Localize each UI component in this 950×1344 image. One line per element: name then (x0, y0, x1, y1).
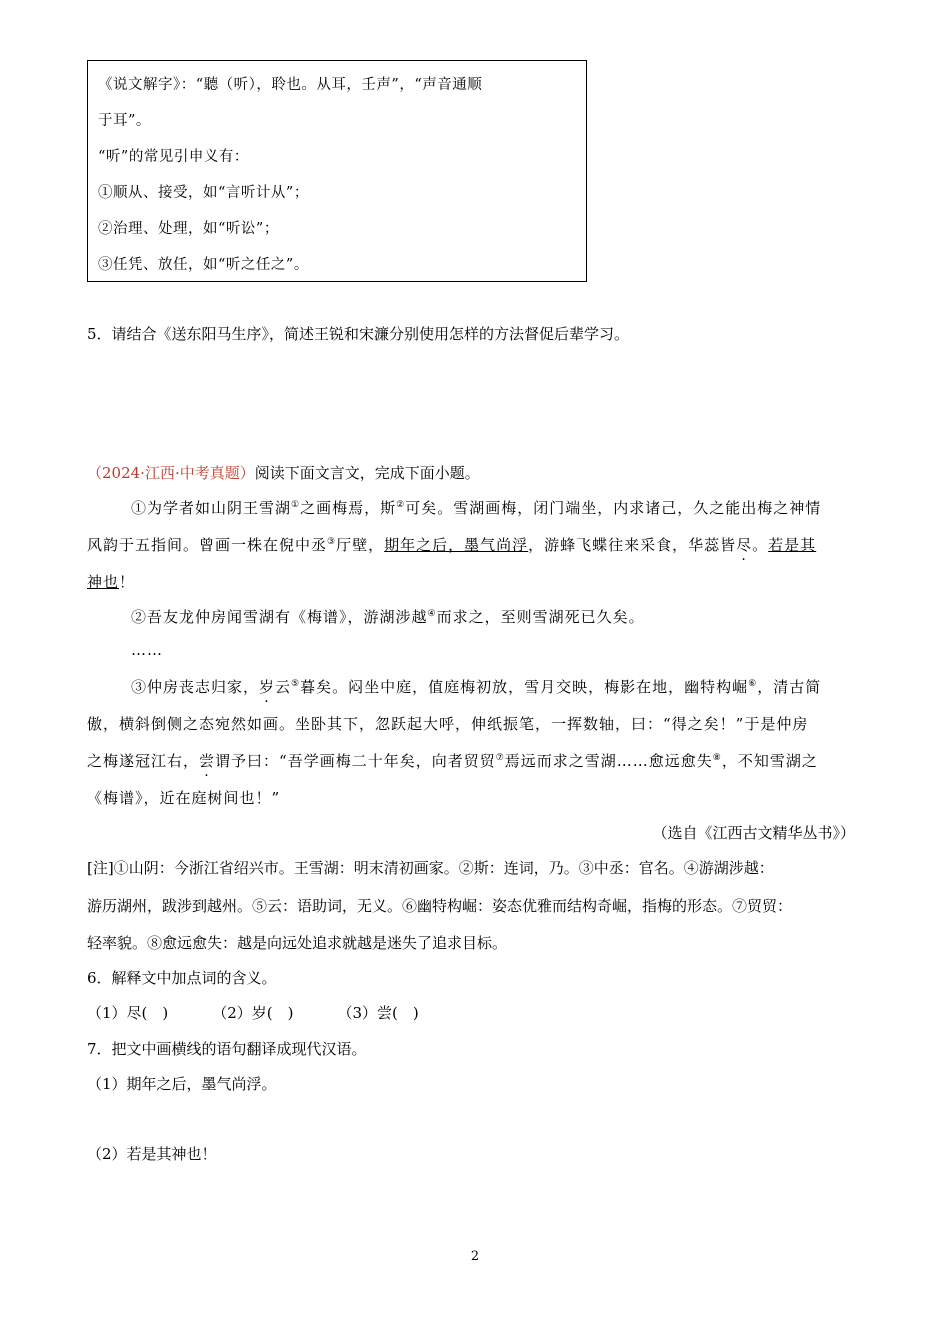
box-line: ②治理、处理，如“听讼”； (98, 221, 279, 237)
text: ②吾友龙仲房闻雪湖有《梅谱》，游湖涉越 (131, 608, 428, 626)
notes-line1: [注]①山阴：今浙江省绍兴市。王雪湖：明末清初画家。②斯：连词，乃。③中丞：官名。④游湖涉越： (87, 859, 774, 877)
dotted-word-sui: 岁 (259, 678, 276, 696)
q6-item-3: （3）尝( ) (337, 1004, 419, 1022)
underlined-sentence-1: 期年之后，墨气尚浮 (384, 536, 529, 554)
note-ref: ⑧ (712, 753, 722, 763)
dotted-word-chang: 尝 (199, 752, 216, 770)
text: ①为学者如山阴王雪湖 (131, 499, 292, 517)
passage-p3-line1 (131, 676, 906, 697)
text: 焉远而求之雪湖……愈远愈失 (504, 752, 713, 770)
note-ref: ④ (427, 609, 437, 619)
note-ref: ⑦ (495, 753, 505, 763)
section-header (87, 462, 480, 483)
passage-p1-line1 (131, 497, 906, 518)
text: 厅壁， (336, 536, 385, 554)
text: 云 (275, 678, 292, 696)
text: 风韵于五指间。曾画一株在倪中丞 (87, 536, 328, 554)
note-ref: ② (396, 500, 406, 510)
page-number: 2 (470, 1249, 480, 1264)
q6-item-1: （1）尽( ) (87, 1004, 169, 1022)
passage-p3-line4: 《梅谱》，近在庭树间也！” (87, 789, 281, 807)
passage-p2 (131, 606, 906, 627)
box-line: 于耳”。 (98, 113, 151, 129)
ellipsis: …… (131, 641, 163, 659)
text: 暮矣。闷坐中庭，值庭梅初放，雪月交映，梅影在地，幽特构崛 (300, 678, 749, 696)
question-6-title: 6．解释文中加点词的含义。 (87, 969, 277, 987)
box-line: “听”的常见引申义有： (98, 149, 249, 165)
instruction: 阅读下面文言文，完成下面小题。 (254, 464, 480, 482)
notes-line3: 轻率貌。⑧愈远愈失：越是向远处追求就越是迷失了追求目标。 (87, 934, 508, 952)
note-ref: ⑥ (748, 679, 758, 689)
passage-p1-line3 (87, 571, 862, 592)
quote-box (87, 60, 587, 282)
question-7-item-2: （2）若是其神也！ (87, 1145, 217, 1163)
passage-p3-line2: 傲，横斜倒侧之态宛然如画。坐卧其下，忽跃起大呼，伸纸振笔，一挥数轴，曰：“得之矣！”于是仲房 (87, 715, 809, 733)
text: 而求之，至则雪湖死已久矣。 (436, 608, 645, 626)
text: ！ (119, 573, 136, 591)
dotted-word-jin: 尽 (736, 536, 753, 554)
question-5: 5．请结合《送东阳马生序》，简述王锐和宋濂分别使用怎样的方法督促后辈学习。 (87, 325, 630, 343)
notes-line2: 游历湖州，跋涉到越州。⑤云：语助词，无义。⑥幽特构崛：姿态优雅而结构奇崛，指梅的形态。⑦贸贸： (87, 897, 793, 915)
passage-p1-line2 (87, 534, 862, 555)
box-line: ①顺从、接受，如“言听计从”； (98, 185, 309, 201)
underlined-sentence-2a: 若是其 (768, 536, 817, 554)
text: ，清古简 (757, 678, 822, 696)
note-ref: ⑤ (291, 679, 301, 689)
question-7-item-1: （1）期年之后，墨气尚浮。 (87, 1075, 277, 1093)
note-ref: ③ (327, 537, 337, 547)
box-line: ③任凭、放任，如“听之任之”。 (98, 257, 309, 273)
source-tag: （2024·江西·中考真题） (87, 464, 255, 482)
note-ref: ① (291, 500, 301, 510)
passage-source: （选自《江西古文精华丛书》） (652, 824, 855, 842)
text: ，不知雪湖之 (721, 752, 818, 770)
question-6-items (87, 1002, 419, 1023)
underlined-sentence-2b: 神也 (87, 573, 120, 591)
text: 谓予曰：“吾学画梅二十年矣，向者贸贸 (215, 752, 496, 770)
text: 可矣。雪湖画梅，闭门端坐，内求诸己，久之能出梅之神情 (405, 499, 822, 517)
text: ，游蜂飞蝶往来采食，华蕊皆 (528, 536, 737, 554)
text: 。 (752, 536, 769, 554)
text: 之梅遂冠江右， (87, 752, 200, 770)
q6-item-2: （2）岁( ) (212, 1004, 294, 1022)
text: ③仲房丧志归家， (131, 678, 260, 696)
text: 之画梅焉，斯 (300, 499, 397, 517)
box-line: 《说文解字》：“聽（听），聆也。从耳，壬声”，“声音通顺 (98, 77, 483, 93)
passage-p3-line3 (87, 750, 862, 771)
question-7-title: 7．把文中画横线的语句翻译成现代汉语。 (87, 1040, 367, 1058)
